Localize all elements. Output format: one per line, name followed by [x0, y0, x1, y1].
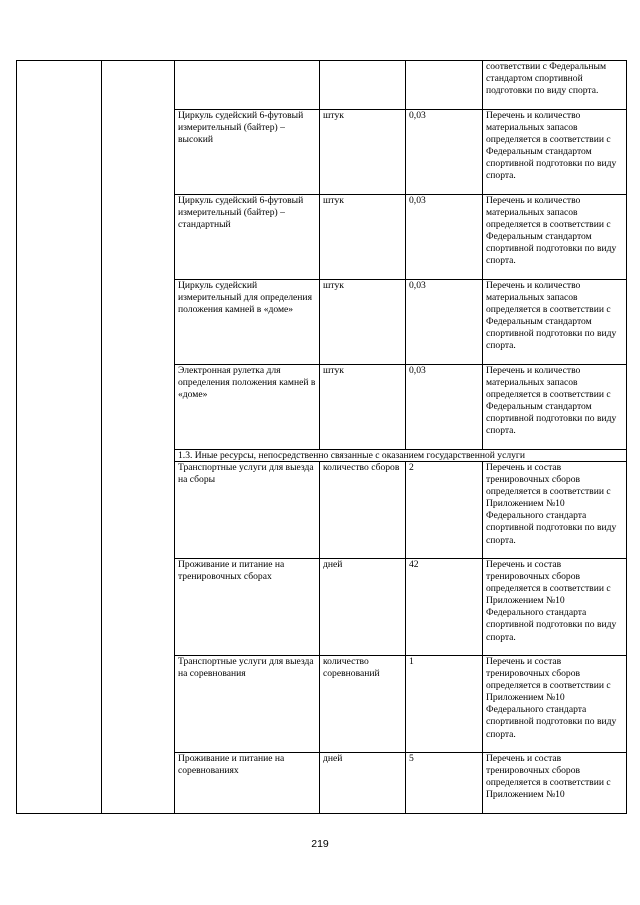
resources-table — [16, 60, 627, 814]
item-name-cell: Проживание и питание на тренировочных сборах — [175, 559, 320, 656]
unit-cell: количество сборов — [320, 462, 406, 559]
note-cell: Перечень и количество материальных запасов определяется в соответствии с Федеральным стандартом спортивной подготовки по виду спорта. — [483, 195, 627, 280]
item-name-cell: Электронная рулетка для определения положения камней в «доме» — [175, 365, 320, 450]
quantity-cell: 1 — [406, 656, 483, 753]
item-name-cell: Циркуль судейский 6-футовый измерительный (байтер) – стандартный — [175, 195, 320, 280]
quantity-cell: 0,03 — [406, 280, 483, 365]
empty-column-2 — [102, 61, 175, 814]
table-cell — [320, 61, 406, 110]
empty-column-1 — [17, 61, 102, 814]
note-cell: Перечень и количество материальных запасов определяется в соответствии с Федеральным стандартом спортивной подготовки по виду спорта. — [483, 110, 627, 195]
section-heading: 1.3. Иные ресурсы, непосредственно связанные с оказанием государственной услуги — [175, 450, 627, 462]
item-name-cell: Транспортные услуги для выезда на соревнования — [175, 656, 320, 753]
item-name-cell: Проживание и питание на соревнованиях — [175, 753, 320, 814]
note-cell: соответствии с Федеральным стандартом спортивной подготовки по виду спорта. — [483, 61, 627, 110]
unit-cell: штук — [320, 365, 406, 450]
quantity-cell: 5 — [406, 753, 483, 814]
unit-cell: дней — [320, 753, 406, 814]
table-cell — [406, 61, 483, 110]
note-cell: Перечень и состав тренировочных сборов определяется в соответствии с Приложением №10 Федерального стандарта спортивной подготовки по виду спорта. — [483, 462, 627, 559]
page-number: 219 — [311, 838, 329, 850]
table-cell — [175, 61, 320, 110]
note-cell: Перечень и количество материальных запасов определяется в соответствии с Федеральным стандартом спортивной подготовки по виду спорта. — [483, 365, 627, 450]
quantity-cell: 42 — [406, 559, 483, 656]
table-row — [17, 61, 627, 110]
note-cell: Перечень и состав тренировочных сборов определяется в соответствии с Приложением №10 — [483, 753, 627, 814]
note-cell: Перечень и состав тренировочных сборов определяется в соответствии с Приложением №10 Федерального стандарта спортивной подготовки по виду спорта. — [483, 656, 627, 753]
unit-cell: штук — [320, 280, 406, 365]
note-cell: Перечень и состав тренировочных сборов определяется в соответствии с Приложением №10 Федерального стандарта спортивной подготовки по виду спорта. — [483, 559, 627, 656]
quantity-cell: 0,03 — [406, 195, 483, 280]
unit-cell: штук — [320, 195, 406, 280]
note-cell: Перечень и количество материальных запасов определяется в соответствии с Федеральным стандартом спортивной подготовки по виду спорта. — [483, 280, 627, 365]
quantity-cell: 0,03 — [406, 365, 483, 450]
item-name-cell: Циркуль судейский 6-футовый измерительный (байтер) – высокий — [175, 110, 320, 195]
unit-cell: штук — [320, 110, 406, 195]
unit-cell: дней — [320, 559, 406, 656]
unit-cell: количество соревнований — [320, 656, 406, 753]
item-name-cell: Циркуль судейский измерительный для определения положения камней в «доме» — [175, 280, 320, 365]
item-name-cell: Транспортные услуги для выезда на сборы — [175, 462, 320, 559]
quantity-cell: 2 — [406, 462, 483, 559]
quantity-cell: 0,03 — [406, 110, 483, 195]
